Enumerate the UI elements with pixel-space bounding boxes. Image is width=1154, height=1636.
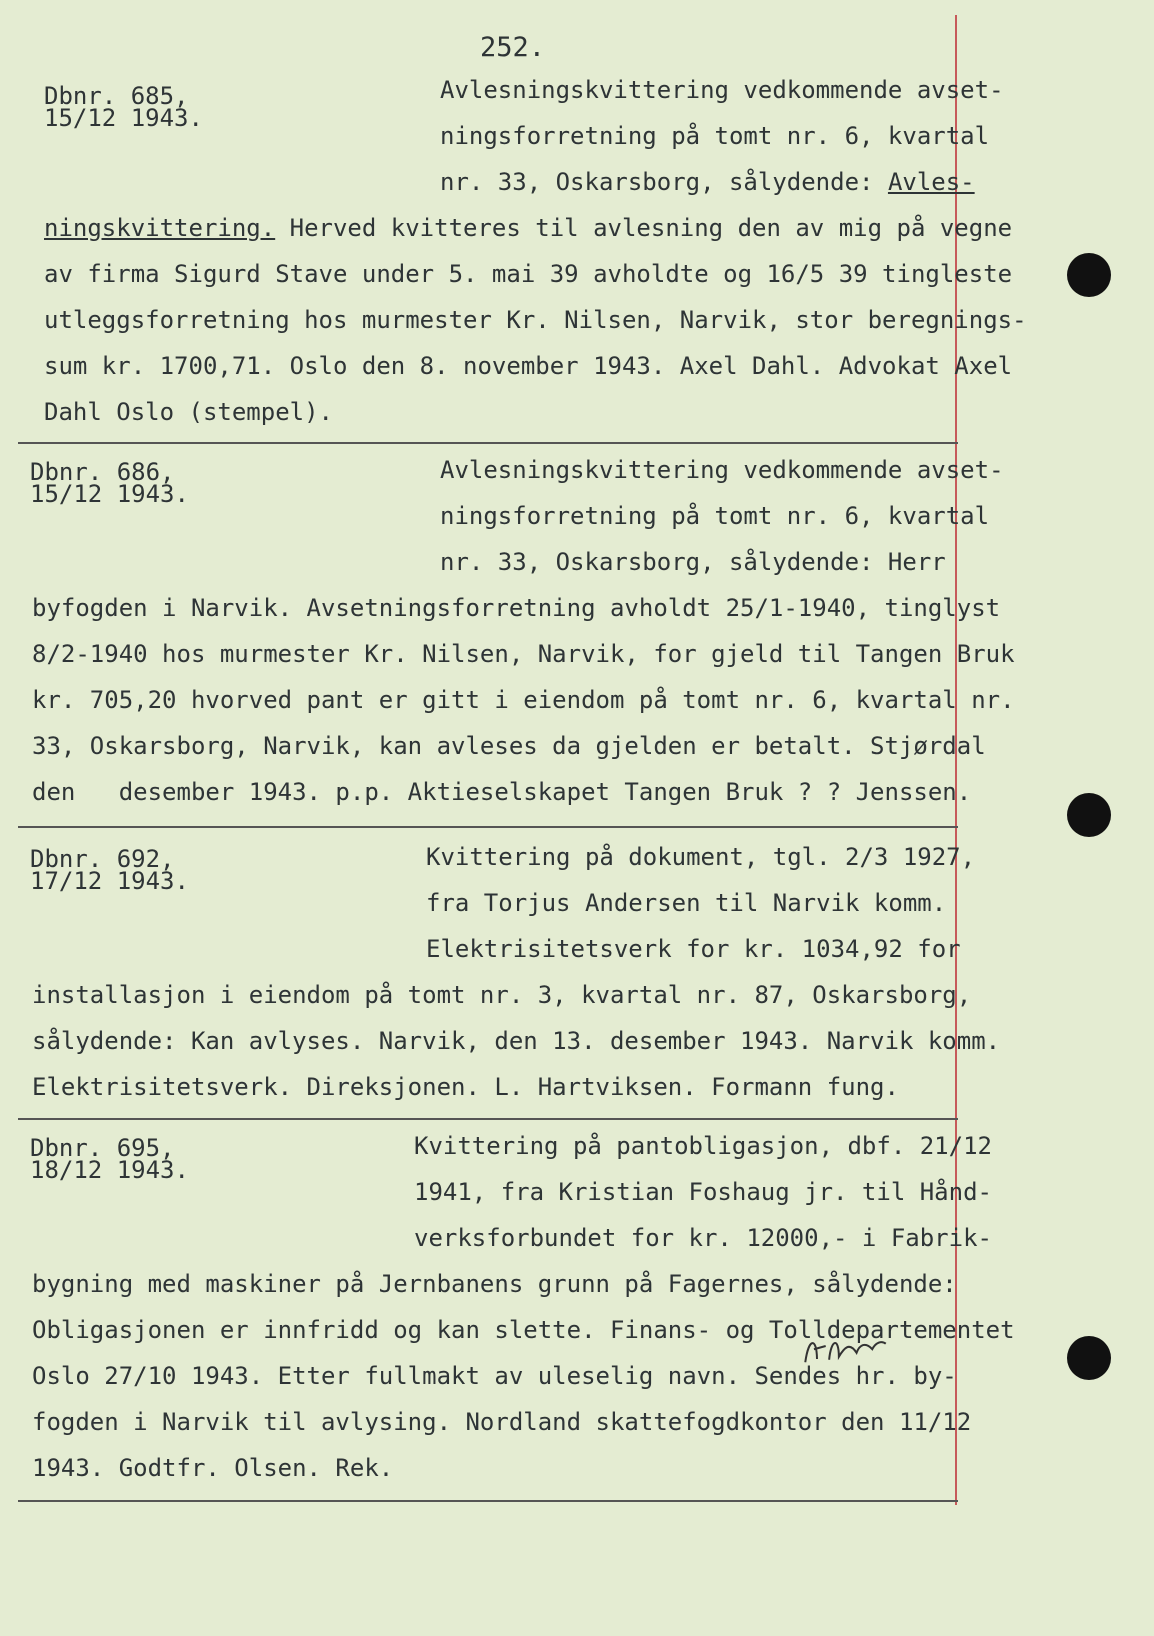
entry-date: 18/12 1943. bbox=[30, 1156, 189, 1184]
entry-line: fogden i Narvik til avlysing. Nordland skattefogdkontor den 11/12 bbox=[32, 1408, 972, 1436]
entry-ref: Dbnr. 692, bbox=[30, 845, 175, 873]
binder-hole bbox=[1067, 253, 1111, 297]
entry-line: utleggsforretning hos murmester Kr. Nilsen, Narvik, stor beregnings- bbox=[44, 306, 1027, 334]
entry-line: byfogden i Narvik. Avsetningsforretning avholdt 25/1-1940, tinglyst bbox=[32, 594, 1001, 622]
entry-line: Elektrisitetsverk for kr. 1034,92 for bbox=[426, 935, 961, 963]
entry-line: nr. 33, Oskarsborg, sålydende: Avles- bbox=[440, 168, 975, 196]
entry-line: 8/2-1940 hos murmester Kr. Nilsen, Narvik, for gjeld til Tangen Bruk bbox=[32, 640, 1015, 668]
entry-line: ningskvittering. Herved kvitteres til avlesning den av mig på vegne bbox=[44, 214, 1013, 242]
entry-separator bbox=[18, 826, 958, 828]
entry-date: 17/12 1943. bbox=[30, 867, 189, 895]
entry-line: den desember 1943. p.p. Aktieselskapet Tangen Bruk ? ? Jenssen. bbox=[32, 778, 972, 806]
page-number: 252. bbox=[480, 32, 546, 63]
entry-line: Kvittering på dokument, tgl. 2/3 1927, bbox=[426, 843, 976, 871]
entry-line: Dahl Oslo (stempel). bbox=[44, 398, 333, 426]
entry-line: Kvittering på pantobligasjon, dbf. 21/12 bbox=[414, 1132, 992, 1160]
entry-line: 33, Oskarsborg, Narvik, kan avleses da gjelden er betalt. Stjørdal bbox=[32, 732, 986, 760]
binder-hole bbox=[1067, 793, 1111, 837]
binder-hole bbox=[1067, 1336, 1111, 1380]
entry-line: installasjon i eiendom på tomt nr. 3, kvartal nr. 87, Oskarsborg, bbox=[32, 981, 972, 1009]
entry-line: bygning med maskiner på Jernbanens grunn på Fagernes, sålydende: bbox=[32, 1270, 957, 1298]
entry-line: ningsforretning på tomt nr. 6, kvartal bbox=[440, 122, 990, 150]
entry-line: nr. 33, Oskarsborg, sålydende: Herr bbox=[440, 548, 946, 576]
entry-line: kr. 705,20 hvorved pant er gitt i eiendom på tomt nr. 6, kvartal nr. bbox=[32, 686, 1015, 714]
entry-line: ningsforretning på tomt nr. 6, kvartal bbox=[440, 502, 990, 530]
entry-ref: Dbnr. 685, bbox=[44, 82, 189, 110]
entry-line: Avlesningskvittering vedkommende avset- bbox=[440, 456, 1004, 484]
entry-separator bbox=[18, 442, 958, 444]
entry-line: sum kr. 1700,71. Oslo den 8. november 1943. Axel Dahl. Advokat Axel bbox=[44, 352, 1013, 380]
underlined-text: ningskvittering. bbox=[44, 214, 276, 242]
entry-separator bbox=[18, 1500, 958, 1502]
entry-separator bbox=[18, 1118, 958, 1120]
entry-line: Elektrisitetsverk. Direksjonen. L. Hartviksen. Formann fung. bbox=[32, 1073, 899, 1101]
entry-line: verksforbundet for kr. 12000,- i Fabrik- bbox=[414, 1224, 992, 1252]
entry-line: 1943. Godtfr. Olsen. Rek. bbox=[32, 1454, 394, 1482]
entry-line: Obligasjonen er innfridd og kan slette. Finans- og Tolldepartementet bbox=[32, 1316, 1015, 1344]
entry-line: Avlesningskvittering vedkommende avset- bbox=[440, 76, 1004, 104]
entry-ref: Dbnr. 686, bbox=[30, 458, 175, 486]
entry-date: 15/12 1943. bbox=[30, 480, 189, 508]
entry-line: sålydende: Kan avlyses. Narvik, den 13. desember 1943. Narvik komm. bbox=[32, 1027, 1001, 1055]
entry-date: 15/12 1943. bbox=[44, 104, 203, 132]
entry-line: Oslo 27/10 1943. Etter fullmakt av uleselig navn. Sendes hr. by- bbox=[32, 1362, 957, 1390]
entry-ref: Dbnr. 695, bbox=[30, 1134, 175, 1162]
entry-line: av firma Sigurd Stave under 5. mai 39 avholdte og 16/5 39 tingleste bbox=[44, 260, 1013, 288]
underlined-text: Avles- bbox=[887, 168, 975, 196]
entry-line: 1941, fra Kristian Foshaug jr. til Hånd- bbox=[414, 1178, 992, 1206]
entry-line: fra Torjus Andersen til Narvik komm. bbox=[426, 889, 947, 917]
